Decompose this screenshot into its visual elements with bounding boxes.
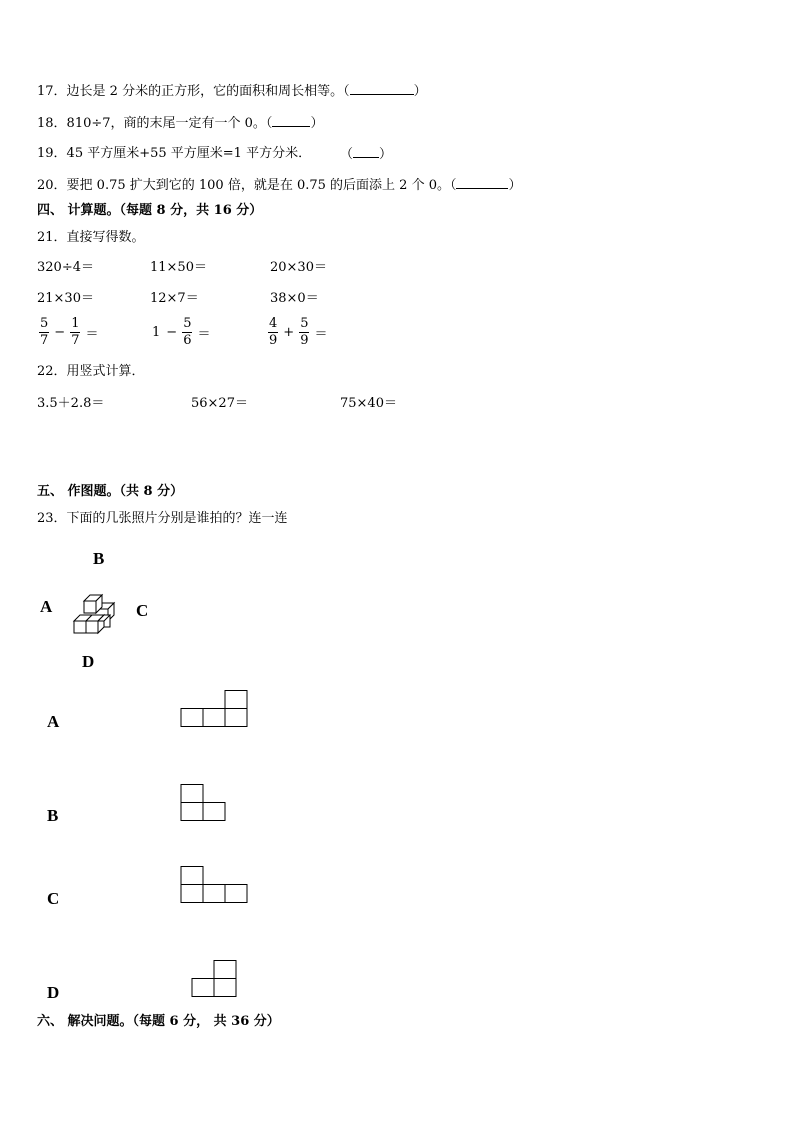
question-23: 23．下面的几张照片分别是谁拍的？连一连 xyxy=(37,511,288,526)
question-19 xyxy=(37,145,311,163)
fraction-expr-2 xyxy=(152,316,213,349)
question-17-close: ） xyxy=(413,84,427,99)
question-20-text: 20．要把 0.75 扩大到它的 100 倍，就是在 0.75 的后面添上 2 个 0。（ xyxy=(37,178,457,193)
section-6-heading: 六、 解决问题。（每题 6 分， 共 36 分） xyxy=(37,1014,280,1029)
fraction xyxy=(39,316,49,349)
fraction xyxy=(299,316,309,349)
question-19-open: （ xyxy=(340,147,354,162)
question-21: 21．直接写得数。 xyxy=(37,230,145,245)
numerator: 5 xyxy=(40,316,49,331)
question-17-text: 17．边长是 2 分米的正方形，它的面积和周长相等。（ xyxy=(37,84,350,99)
operator: − xyxy=(54,325,66,340)
fraction xyxy=(268,316,278,349)
question-19-answer xyxy=(340,145,392,164)
answer-blank-20[interactable] xyxy=(456,176,508,189)
question-20 xyxy=(37,176,522,195)
whole-number: 1 xyxy=(152,325,161,340)
calc-1-1: 320÷4＝ xyxy=(37,260,94,275)
direction-label-top: B xyxy=(93,549,105,568)
answer-blank-19[interactable] xyxy=(353,145,379,158)
section-4-heading: 四、 计算题。（每题 8 分，共 16 分） xyxy=(37,203,263,218)
fraction xyxy=(182,316,192,349)
equals-sign: ＝ xyxy=(197,327,211,342)
calc-2-3: 38×0＝ xyxy=(270,291,319,306)
numerator: 5 xyxy=(300,316,309,331)
view-label-a: A xyxy=(47,712,60,731)
calc-1-3: 20×30＝ xyxy=(270,260,327,275)
denominator: 9 xyxy=(269,333,278,348)
vertical-calc-3: 75×40＝ xyxy=(340,396,397,411)
view-shape-d xyxy=(191,960,241,998)
question-18 xyxy=(37,114,323,133)
operator: − xyxy=(166,325,178,340)
question-20-close: ） xyxy=(508,178,522,193)
vertical-calc-2: 56×27＝ xyxy=(191,396,248,411)
question-19-text: 19．45 平方厘米+55 平方厘米=1 平方分米． xyxy=(37,146,312,161)
question-19-close: ） xyxy=(379,147,393,162)
equals-sign: ＝ xyxy=(85,327,99,342)
denominator: 7 xyxy=(40,333,49,348)
vertical-calc-1: 3.5＋2.8＝ xyxy=(37,396,105,411)
view-shape-a xyxy=(180,690,250,728)
numerator: 5 xyxy=(183,316,192,331)
answer-blank-17[interactable] xyxy=(350,82,414,95)
view-label-c: C xyxy=(47,889,60,908)
calc-2-1: 21×30＝ xyxy=(37,291,94,306)
cube-model-figure xyxy=(70,585,120,637)
operator: + xyxy=(283,325,295,340)
direction-label-right: C xyxy=(136,601,149,620)
section-5-heading: 五、 作图题。（共 8 分） xyxy=(37,484,184,499)
question-22: 22．用竖式计算． xyxy=(37,364,145,379)
view-shape-c xyxy=(180,866,252,904)
direction-label-left: A xyxy=(40,597,53,616)
question-17 xyxy=(37,82,427,101)
denominator: 6 xyxy=(183,333,192,348)
numerator: 1 xyxy=(71,316,80,331)
calc-1-2: 11×50＝ xyxy=(150,260,207,275)
question-18-text: 18．810÷7，商的末尾一定有一个 0。（ xyxy=(37,116,273,131)
denominator: 7 xyxy=(71,333,80,348)
fraction xyxy=(70,316,80,349)
calc-2-2: 12×7＝ xyxy=(150,291,199,306)
view-shape-b xyxy=(180,784,228,822)
view-label-b: B xyxy=(47,806,59,825)
denominator: 9 xyxy=(300,333,309,348)
view-label-d: D xyxy=(47,983,60,1002)
direction-label-bottom: D xyxy=(82,652,95,671)
numerator: 4 xyxy=(269,316,278,331)
answer-blank-18[interactable] xyxy=(272,114,310,127)
question-18-close: ） xyxy=(310,116,324,131)
fraction-expr-3 xyxy=(266,316,330,349)
equals-sign: ＝ xyxy=(314,327,328,342)
fraction-expr-1 xyxy=(37,316,101,349)
